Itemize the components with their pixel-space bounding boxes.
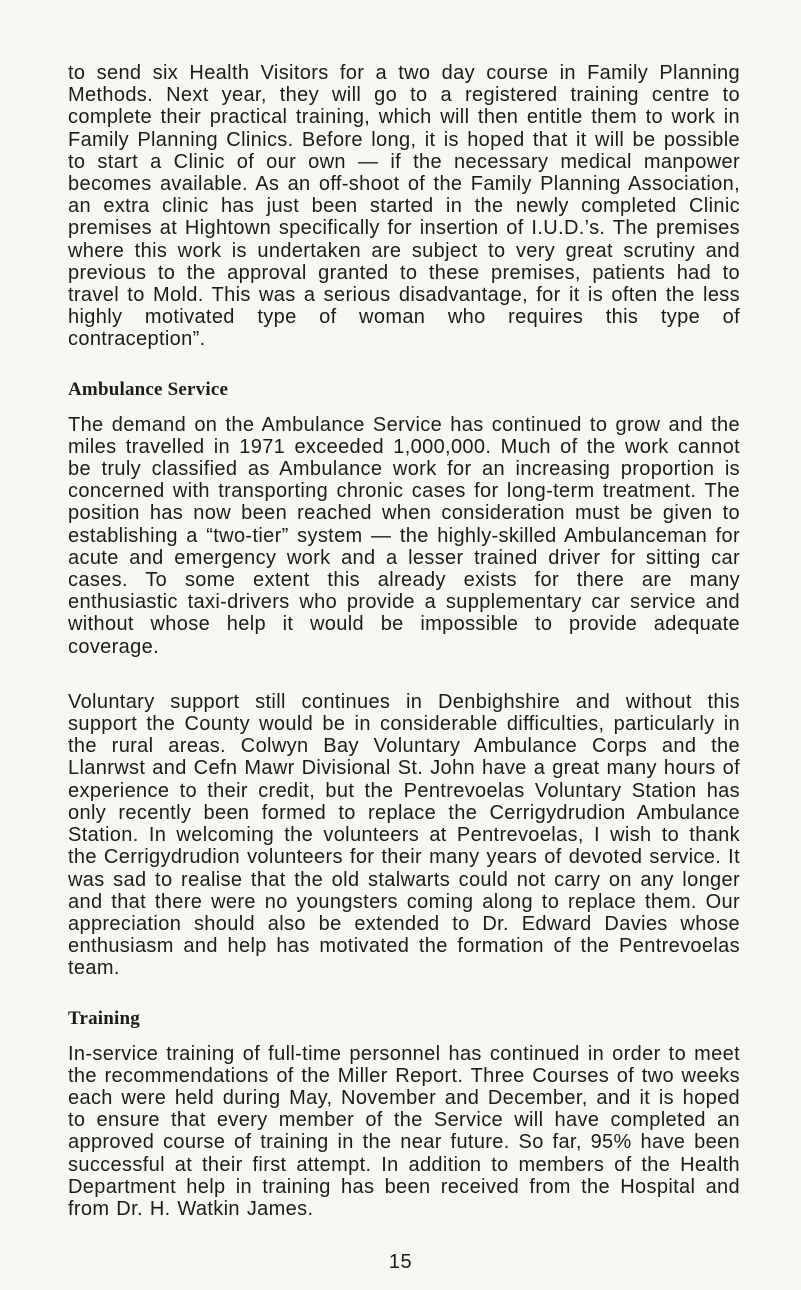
ambulance-service-heading: Ambulance Service xyxy=(68,378,229,400)
ambulance-paragraph-1: The demand on the Ambulance Service has continued to grow and the miles travelled in 1971 exceeded 1,000,000. Much of the work cannot be truly classified as Ambulance work for an increasing proportion is concerned with transporting chronic cases for long-term treatment. The position has now been reached when consideration must be given to establishing a “two-tier” system — the highly-skilled Ambulanceman for acute and emergency work and a lesser trained driver for sitting car cases. To some extent this already exists for there are many enthusiastic taxi-drivers who provide a supplementary car service and without whose help it would be impossible to provide adequate coverage. xyxy=(68,413,740,658)
intro-paragraph: to send six Health Visitors for a two day course in Family Planning Methods. Next year, they will go to a registered training centre to complete their practical training, which will then entitle them to work in Family Planning Clinics. Before long, it is hoped that it will be possible to start a Clinic of our own — if the necessary medical manpower becomes available. As an off-shoot of the Family Planning Association, an extra clinic has just been started in the newly completed Clinic premises at Hightown specifically for insertion of I.U.D.’s. The premises where this work is undertaken are subject to very great scrutiny and previous to the approval granted to these premises, patients had to travel to Mold. This was a serious disadvantage, for it is often the less highly motivated type of woman who requires this type of contraception”. xyxy=(68,62,740,351)
page-body xyxy=(68,62,740,1220)
page-number: 15 xyxy=(388,1251,413,1273)
training-heading: Training xyxy=(68,1007,140,1029)
training-paragraph-1: In-service training of full-time personnel has continued in order to meet the recommendations of the Miller Report. Three Courses of two weeks each were held during May, November and December, and it is hoped to ensure that every member of the Service will have completed an approved course of training in the near future. So far, 95% have been successful at their first attempt. In addition to members of the Health Department help in training has been received from the Hospital and from Dr. H. Watkin James. xyxy=(68,1042,740,1220)
ambulance-paragraph-2: Voluntary support still continues in Denbighshire and without this support the County would be in considerable difficulties, particularly in the rural areas. Colwyn Bay Voluntary Ambulance Corps and the Llanrwst and Cefn Mawr Divisional St. John have a great many hours of experience to their credit, but the Pentrevoelas Voluntary Station has only recently been formed to replace the Cerrigydrudion Ambulance Station. In welcoming the volunteers at Pentrevoelas, I wish to thank the Cerrigydrudion volunteers for their many years of devoted service. It was sad to realise that the old stalwarts could not carry on any longer and that there were no youngsters coming along to replace them. Our appreciation should also be extended to Dr. Edward Davies whose enthusiasm and help has motivated the formation of the Pentrevoelas team. xyxy=(68,690,740,980)
